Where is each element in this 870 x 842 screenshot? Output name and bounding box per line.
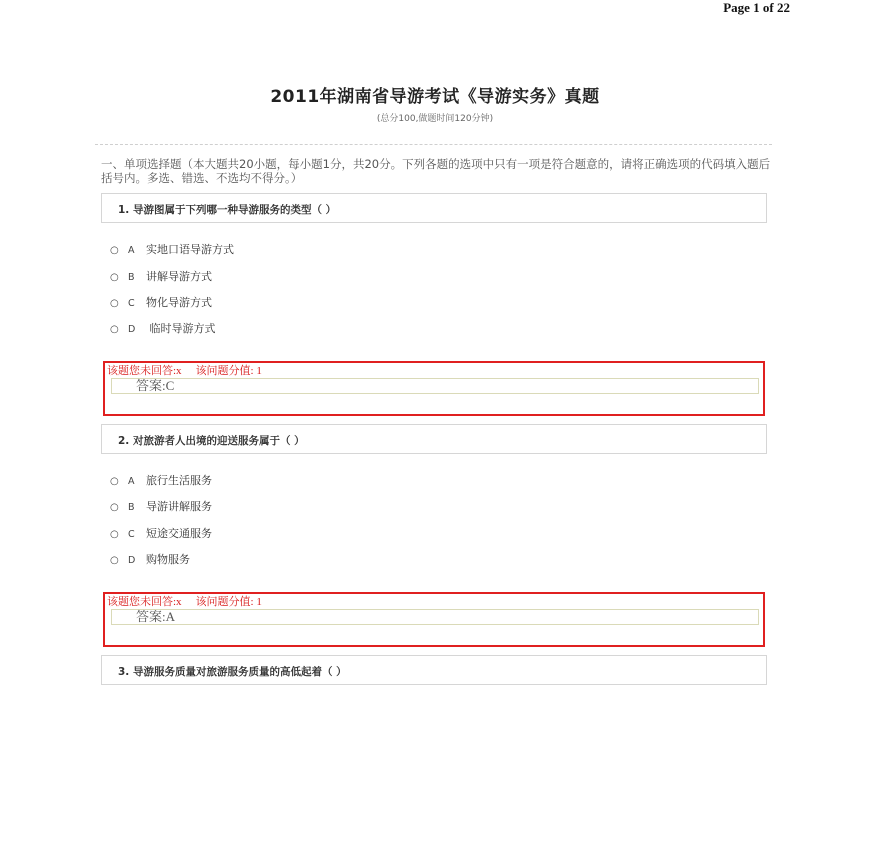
answer-status <box>107 362 262 378</box>
question-1-option-b[interactable] <box>110 268 212 284</box>
unanswered-label: 该题您未回答:x <box>107 365 182 377</box>
radio-icon[interactable]: ○ <box>110 245 119 256</box>
radio-icon[interactable]: ○ <box>110 555 119 566</box>
radio-icon[interactable]: ○ <box>110 502 119 513</box>
option-text: 实地口语导游方式 <box>146 243 234 256</box>
question-2: 2. 对旅游者人出境的迎送服务属于（ ） <box>101 424 767 454</box>
question-2-option-a[interactable] <box>110 472 212 488</box>
question-1-option-c[interactable] <box>110 294 212 310</box>
document-subtitle: (总分100,做题时间120分钟) <box>376 114 494 124</box>
correct-answer: 答案:C <box>111 378 759 394</box>
option-text: 导游讲解服务 <box>146 500 212 513</box>
option-letter: C <box>128 298 135 309</box>
radio-icon[interactable]: ○ <box>110 324 119 335</box>
section-instructions: 一、单项选择题（本大题共20小题，每小题1分，共20分。下列各题的选项中只有一项是符合题意的，请将正确选项的代码填入题后括号内。多选、错选、不选均不得分。） <box>101 157 771 185</box>
option-text: 购物服务 <box>146 553 190 566</box>
question-1: 1. 导游图属于下列哪一种导游服务的类型（ ） <box>101 193 767 223</box>
question-2-option-b[interactable] <box>110 498 212 514</box>
question-2-option-d[interactable] <box>110 551 190 567</box>
radio-icon[interactable]: ○ <box>110 272 119 283</box>
option-letter: B <box>128 502 135 513</box>
option-letter: D <box>128 324 136 335</box>
page-number: Page 1 of 22 <box>723 0 790 15</box>
document-title: 2011年湖南省导游考试《导游实务》真题 <box>270 87 600 107</box>
radio-icon[interactable]: ○ <box>110 298 119 309</box>
question-2-option-c[interactable] <box>110 525 212 541</box>
option-text: 短途交通服务 <box>146 527 212 540</box>
option-text: 旅行生活服务 <box>146 474 212 487</box>
option-letter: B <box>128 272 135 283</box>
radio-icon[interactable]: ○ <box>110 476 119 487</box>
option-text: 讲解导游方式 <box>146 270 212 283</box>
score-label: 该问题分值: 1 <box>195 365 262 377</box>
score-label: 该问题分值: 1 <box>195 596 262 608</box>
option-letter: C <box>128 529 135 540</box>
question-1-option-d[interactable] <box>110 320 216 336</box>
radio-icon[interactable]: ○ <box>110 529 119 540</box>
answer-status <box>107 593 262 609</box>
option-letter: A <box>128 476 135 487</box>
option-text: 临时导游方式 <box>146 322 216 335</box>
option-letter: D <box>128 555 136 566</box>
question-2-answer-box <box>103 592 765 647</box>
divider <box>95 144 772 145</box>
unanswered-label: 该题您未回答:x <box>107 596 182 608</box>
question-1-option-a[interactable] <box>110 241 234 257</box>
option-text: 物化导游方式 <box>146 296 212 309</box>
correct-answer: 答案:A <box>111 609 759 625</box>
option-letter: A <box>128 245 135 256</box>
question-3: 3. 导游服务质量对旅游服务质量的高低起着（ ） <box>101 655 767 685</box>
question-1-answer-box <box>103 361 765 416</box>
